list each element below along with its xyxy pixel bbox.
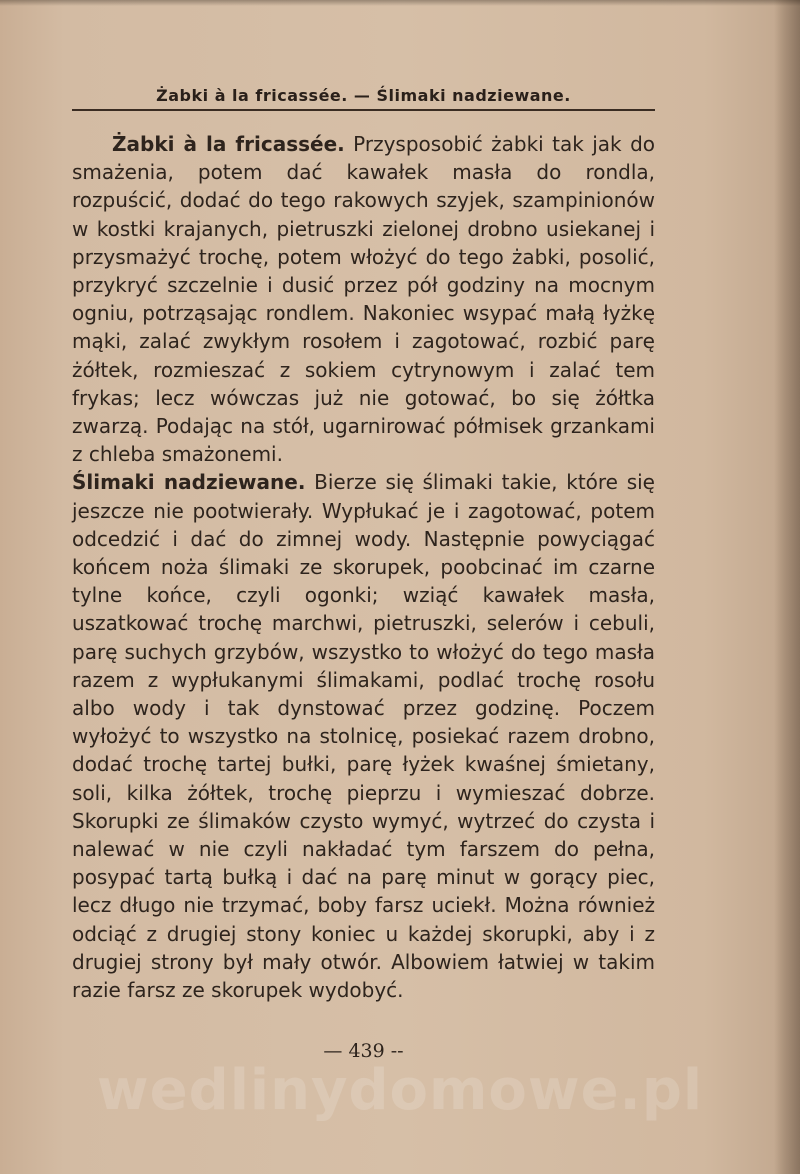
recipe-text-slimaki: Bierze się ślimaki takie, które się jeszcze nie pootwierały. Wypłukać je i zagotować, potem odcedzić i dać do zimnej wody. Następnie powyciągać końcem noża ślimaki ze skorupek, poobcinać im czarne tylne końce, czyli ogonki; wziąć kawałek masła, uszatkować trochę marchwi, pietruszki, selerów i cebuli, parę suchych grzybów, wszystko to włożyć do tego masła razem z wypłukanymi ślimakami, podlać trochę rosołu albo wody i tak dynstować przez godzinę. Poczem wyłożyć to wszystko na stolnicę, posiekać razem drobno, dodać trochę tartej bułki, parę łyżek kwaśnej śmietany, soli, kilka żółtek, trochę pieprzu i wymieszać dobrze. Skorupki ze ślimaków czysto wymyć, wytrzeć do czysta i nalewać w nie czyli nakładać tym farszem do pełna, posypać tartą bułką i dać na parę minut w gorący piec, lecz długo nie trzymać, boby farsz uciekł. Można również odciąć z drugiej stony koniec u każdej skorupki, aby i z drugiej strony był mały otwór. Albowiem łatwiej w takim razie farsz ze skorupek wydobyć. [72, 470, 655, 1003]
header-rule [72, 109, 655, 111]
recipe-paragraph-slimaki [72, 468, 655, 1004]
recipe-title-slimaki: Ślimaki nadziewane. [72, 470, 306, 495]
running-header: Żabki à la fricassée. — Ślimaki nadziewane. [156, 86, 571, 105]
watermark: wedlinydomowe.pl [96, 1058, 704, 1123]
page-number: — 439 -- [323, 1040, 404, 1062]
page-top-shadow [0, 0, 800, 6]
recipe-title-zabki: Żabki à la fricassée. [112, 132, 345, 156]
recipe-paragraph-zabki [72, 130, 655, 468]
recipe-body [72, 130, 655, 1004]
recipe-text-zabki: Przysposobić żabki tak jak do smażenia, potem dać kawałek masła do rondla, rozpuścić, dodać do tego rakowych szyjek, szampinionów w kostki krajanych, pietruszki zielonej drobno usiekanej i przysmażyć trochę, potem włożyć do tego żabki, posolić, przykryć szczelnie i dusić przez pół godziny na mocnym ogniu, potrząsając rondlem. Nakoniec wsypać małą łyżkę mąki, zalać zwykłym rosołem i zagotować, rozbić parę żółtek, rozmieszać z sokiem cytrynowym i zalać tem frykas; lecz wówczas już nie gotować, bo się żółtka zwarzą. Podając na stół, ugarnirować półmisek grzankami z chleba smażonemi. [72, 132, 655, 467]
binding-shadow [774, 0, 800, 1174]
